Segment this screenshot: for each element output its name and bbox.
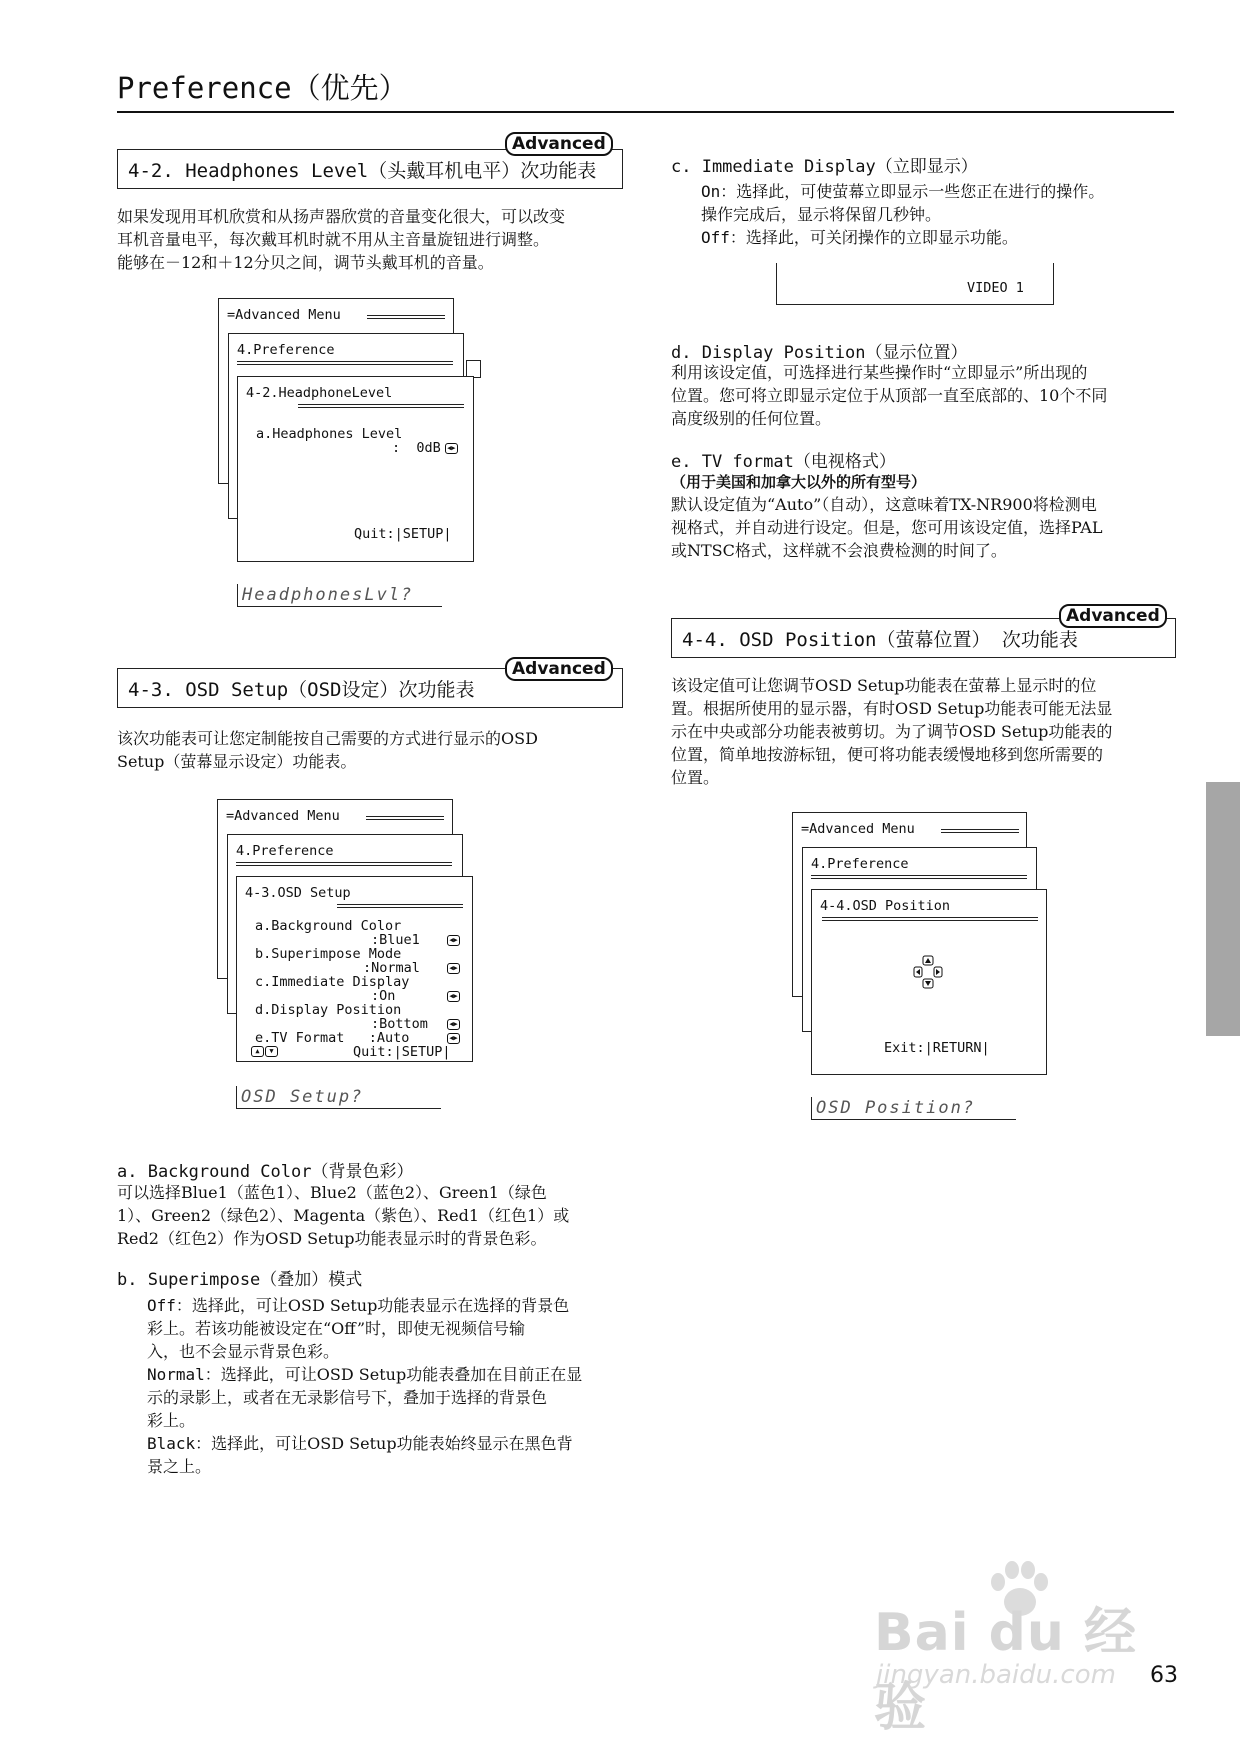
immediate-display-body <box>701 180 1181 249</box>
option-off: Off：选择此，可关闭操作的立即显示功能。 <box>701 228 1018 247</box>
menu-title: =Advanced Menu <box>226 808 340 824</box>
tv-format-subheading: （用于美国和加拿大以外的所有型号） <box>671 473 927 491</box>
menu-exit: Exit:|RETURN| <box>884 1040 990 1056</box>
menu-item-background-color: a.Background Color <box>255 918 402 934</box>
immediate-display-screen <box>776 263 1054 305</box>
osd-menu-osd-position <box>811 889 1047 1075</box>
menu-rule <box>237 361 453 365</box>
body-line: 示在中央或部分功能表被剪切。为了调节OSD Setup功能表的 <box>671 722 1113 741</box>
body-line: 默认设定值为“Auto”（自动），这意味着TX-NR900将检测电 <box>671 495 1097 514</box>
menu-title: 4-2.HeadphoneLevel <box>246 385 393 401</box>
cursor-pad-icon <box>913 955 943 989</box>
body-line: 该设定值可让您调节OSD Setup功能表在萤幕上显示时的位 <box>671 676 1097 695</box>
title-rule <box>117 111 1174 113</box>
option-black: Black：选择此，可让OSD Setup功能表始终显示在黑色背 <box>147 1434 573 1453</box>
body-line: 视格式，并自动进行设定。但是，您可用该设定值，选择PAL <box>671 518 1103 537</box>
menu-title: 4.Preference <box>236 843 334 859</box>
body-line: 耳机音量电平，每次戴耳机时就不用从主音量旋钮进行调整。 <box>117 230 550 249</box>
body-line: 位置。您可将立即显示定位于从顶部一直至底部的、10个不同 <box>671 386 1108 405</box>
menu-rule <box>366 816 444 820</box>
menu-title: 4.Preference <box>237 342 335 358</box>
body-line: 示的录影上，或者在无录影信号下，叠加于选择的背景色 <box>147 1388 548 1407</box>
body-line: 位置，简单地按游标钮，便可将功能表缓慢地移到您所需要的 <box>671 745 1104 764</box>
section-4-4-body <box>671 674 1181 789</box>
body-line: 能够在－12和＋12分贝之间，调节头戴耳机的音量。 <box>117 253 494 272</box>
body-line: 或NTSC格式，这样就不会浪费检测的时间了。 <box>671 541 1007 560</box>
up-control-icon: ▲ <box>251 1046 264 1057</box>
body-line: 彩上。 <box>147 1411 196 1430</box>
advanced-label: Advanced <box>1066 606 1160 626</box>
left-right-control-icon: ◀▶ <box>447 963 460 974</box>
section-title: 4-2. Headphones Level（头戴耳机电平）次功能表 <box>128 159 597 182</box>
display-text: VIDEO 1 <box>967 280 1024 296</box>
osd-menu-headphone <box>237 376 474 562</box>
tv-format-body <box>671 493 1181 562</box>
menu-item-headphones-level: a.Headphones Level <box>256 426 403 442</box>
left-right-control-icon: ◀▶ <box>447 1019 460 1030</box>
body-line: 1）、Green2（绿色2）、Magenta（紫色）、Red1（红色1）或 <box>117 1206 570 1225</box>
menu-title: 4-4.OSD Position <box>820 898 951 914</box>
down-control-icon: ▼ <box>265 1046 278 1057</box>
watermark-url: jingyan.baidu.com <box>876 1660 1116 1690</box>
menu-title: =Advanced Menu <box>801 821 915 837</box>
section-title: 4-3. OSD Setup（OSD设定）次功能表 <box>128 678 475 701</box>
left-right-control-icon: ◀▶ <box>447 991 460 1002</box>
lcd-display-osd-position: OSD Position? <box>811 1097 1016 1120</box>
section-4-3-body <box>117 727 637 773</box>
left-right-control-icon: ◀▶ <box>445 443 458 454</box>
menu-rule <box>941 829 1019 833</box>
side-tab-marker <box>1206 782 1240 1036</box>
page-title: Preference（优先） <box>117 71 408 105</box>
option-off: Off：选择此，可让OSD Setup功能表显示在选择的背景色 <box>147 1296 570 1315</box>
immediate-display-heading: c. Immediate Display（立即显示） <box>671 157 978 177</box>
advanced-badge <box>505 132 613 156</box>
watermark-logo: Bai du 经验 <box>874 1603 1137 1738</box>
advanced-label: Advanced <box>512 659 606 679</box>
body-line: 彩上。若该功能被设定在“Off”时，即使无视频信号输 <box>147 1319 526 1338</box>
left-right-control-icon: ◀▶ <box>447 1033 460 1044</box>
menu-item-immediate-display: c.Immediate Display <box>255 974 410 990</box>
menu-item-value: : 0dB ◀▶ <box>392 441 458 455</box>
page-number: 63 <box>1150 1663 1178 1688</box>
menu-title: 4.Preference <box>811 856 909 872</box>
superimpose-body <box>147 1294 647 1478</box>
menu-item-superimpose-mode: b.Superimpose Mode <box>255 946 402 962</box>
display-position-heading: d. Display Position（显示位置） <box>671 343 968 363</box>
menu-quit: Quit:|SETUP| <box>354 526 452 542</box>
section-4-2-body <box>117 205 637 274</box>
advanced-badge <box>1059 604 1167 628</box>
menu-rule <box>822 917 1038 921</box>
display-position-body <box>671 361 1181 430</box>
lcd-display-osd-setup: OSD Setup? <box>236 1086 441 1109</box>
menu-rule <box>811 875 1027 879</box>
body-line: 可以选择Blue1（蓝色1）、Blue2（蓝色2）、Green1（绿色 <box>117 1183 547 1202</box>
menu-item-display-position: d.Display Position <box>255 1002 402 1018</box>
superimpose-heading: b. Superimpose（叠加）模式 <box>117 1270 363 1290</box>
menu-quit: Quit:|SETUP| <box>353 1044 451 1060</box>
body-line: 如果发现用耳机欣赏和从扬声器欣赏的音量变化很大，可以改变 <box>117 207 566 226</box>
menu-rule <box>236 862 452 866</box>
menu-title: 4-3.OSD Setup <box>245 885 351 901</box>
menu-item-value: :Bottom <box>371 1016 428 1032</box>
menu-item-value: :On <box>371 988 396 1004</box>
background-color-body <box>117 1181 637 1250</box>
menu-title: =Advanced Menu <box>227 307 341 323</box>
body-line: Setup（萤幕显示设定）功能表。 <box>117 752 357 771</box>
background-color-heading: a. Background Color（背景色彩） <box>117 1162 414 1182</box>
body-line: 高度级别的任何位置。 <box>671 409 832 428</box>
menu-item-value: :Blue1 <box>371 932 420 948</box>
option-on: On：选择此，可使萤幕立即显示一些您正在进行的操作。 <box>701 182 1105 201</box>
menu-rule <box>337 904 463 908</box>
menu-rule <box>298 404 464 408</box>
body-line: 利用该设定值，可选择进行某些操作时“立即显示”所出现的 <box>671 363 1088 382</box>
body-line: 位置。 <box>671 768 720 787</box>
advanced-badge <box>505 657 613 681</box>
body-line: Red2（红色2）作为OSD Setup功能表显示时的背景色彩。 <box>117 1229 547 1248</box>
body-line: 入，也不会显示背景色彩。 <box>147 1342 340 1361</box>
body-line: 操作完成后，显示将保留几秒钟。 <box>701 205 942 224</box>
lcd-display-headphones: HeadphonesLvl? <box>237 584 442 607</box>
option-normal: Normal：选择此，可让OSD Setup功能表叠加在目前正在显 <box>147 1365 583 1384</box>
advanced-label: Advanced <box>512 134 606 154</box>
body-line: 景之上。 <box>147 1457 212 1476</box>
osd-menu-osd-setup <box>236 876 473 1062</box>
menu-item-value: :Normal <box>363 960 420 976</box>
left-right-control-icon: ◀▶ <box>447 935 460 946</box>
baidu-watermark <box>874 1560 1174 1738</box>
tv-format-heading: e. TV format（电视格式） <box>671 452 896 472</box>
menu-rule <box>367 315 445 319</box>
body-line: 该次功能表可让您定制能按自己需要的方式进行显示的OSD <box>117 729 538 748</box>
body-line: 置。根据所使用的显示器，有时OSD Setup功能表可能无法显 <box>671 699 1113 718</box>
section-title: 4-4. OSD Position（萤幕位置） 次功能表 <box>682 628 1078 651</box>
menu-item-tv-format: e.TV Format :Auto <box>255 1030 410 1046</box>
